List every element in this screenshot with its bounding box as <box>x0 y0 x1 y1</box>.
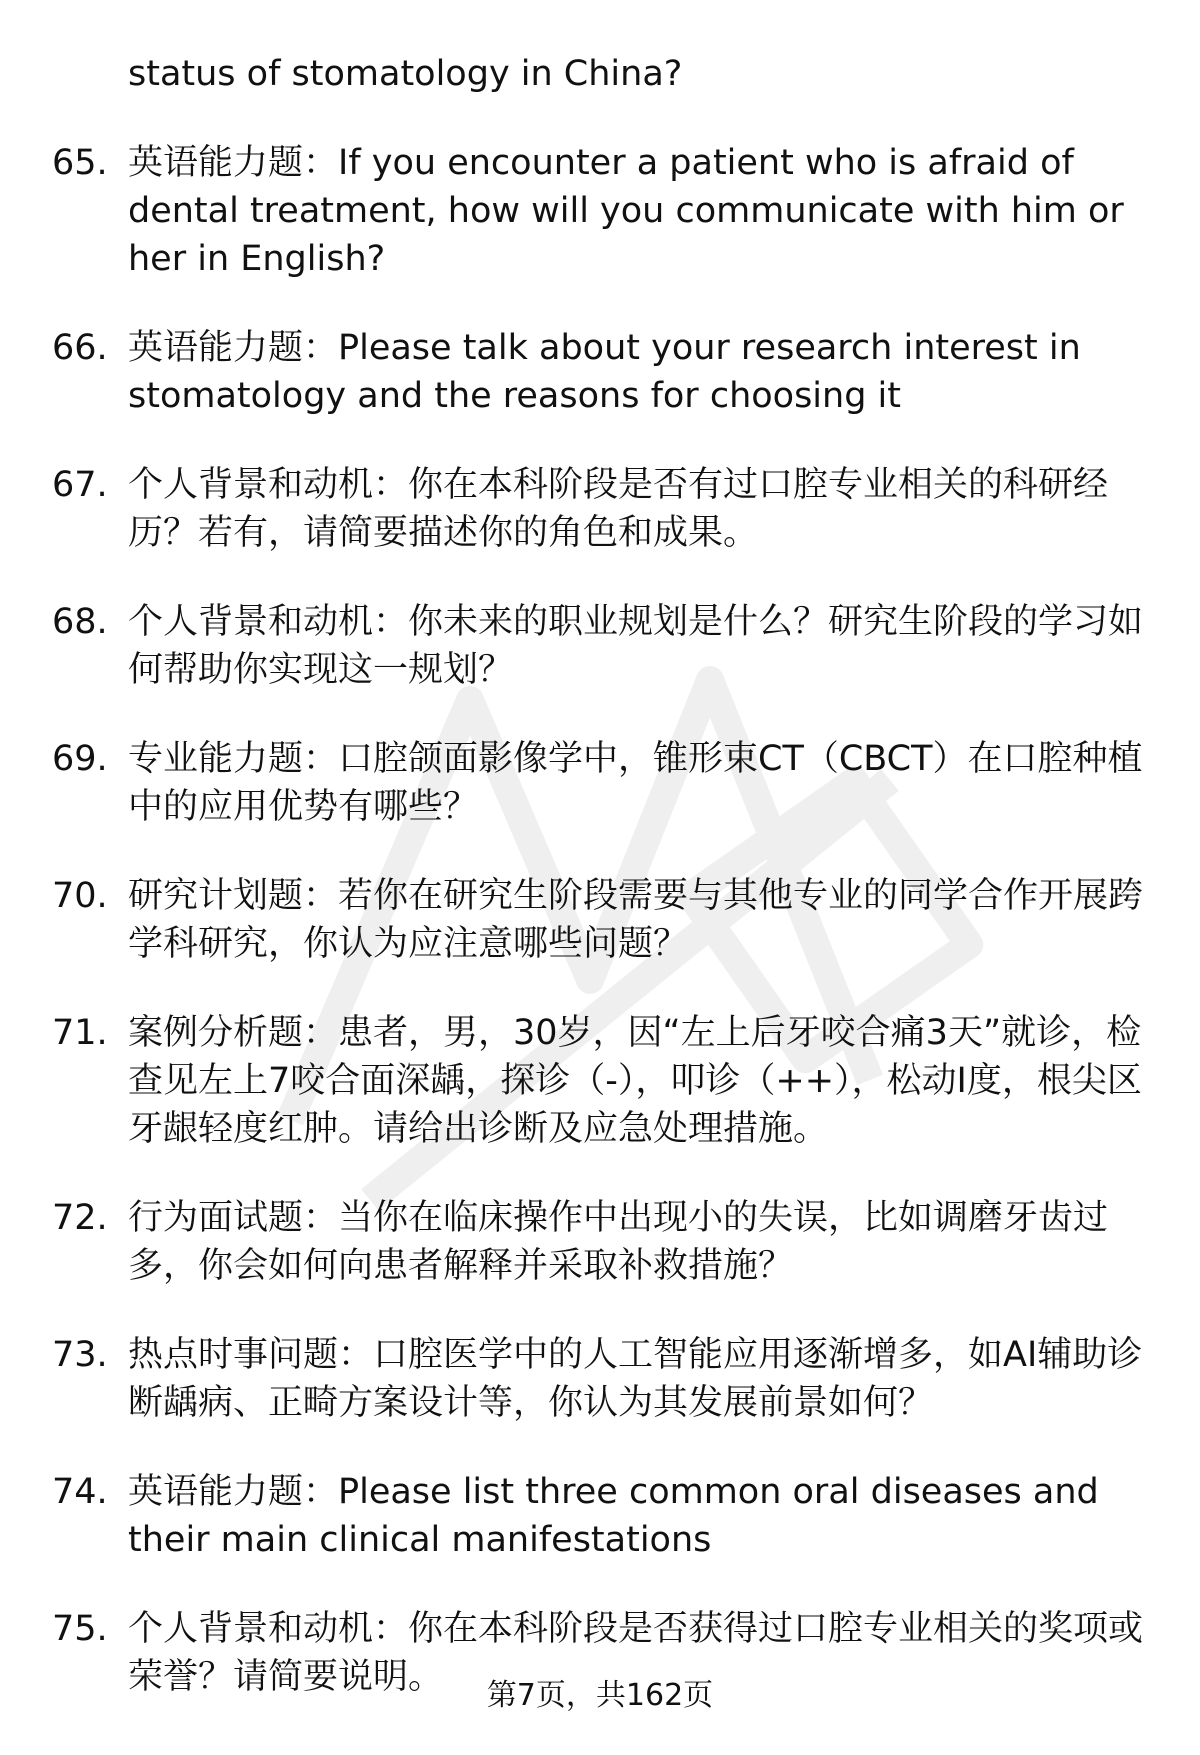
question-text: 英语能力题：If you encounter a patient who is afraid of dental treatment, how will you communicate with him or her in English? <box>128 143 1124 279</box>
question-item <box>0 1009 1200 1153</box>
question-text: 英语能力题：Please talk about your research interest in stomatology and the reasons for choosing it <box>128 328 1081 416</box>
question-item <box>0 735 1200 831</box>
question-list <box>0 139 1200 1701</box>
question-item <box>0 872 1200 968</box>
question-number: 69. <box>52 739 108 779</box>
question-item <box>0 1331 1200 1427</box>
question-item <box>0 461 1200 557</box>
question-number: 67. <box>52 465 108 505</box>
question-text: 行为面试题：当你在临床操作中出现小的失误，比如调磨牙齿过多，你会如何向患者解释并采取补救措施？ <box>128 1198 1109 1286</box>
question-text: 个人背景和动机：你在本科阶段是否获得过口腔专业相关的奖项或荣誉？请简要说明。 <box>128 1609 1144 1697</box>
question-text: 个人背景和动机：你未来的职业规划是什么？研究生阶段的学习如何帮助你实现这一规划？ <box>128 602 1144 690</box>
question-text: 热点时事问题：口腔医学中的人工智能应用逐渐增多，如AI辅助诊断龋病、正畸方案设计等，你认为其发展前景如何？ <box>128 1335 1143 1423</box>
question-text: 案例分析题：患者，男，30岁，因“左上后牙咬合痛3天”就诊，检查见左上7咬合面深龋，探诊（-），叩诊（++），松动Ⅰ度，根尖区牙龈轻度红肿。请给出诊断及应急处理措施。 <box>128 1013 1142 1149</box>
question-number: 65. <box>52 143 108 183</box>
question-item <box>0 139 1200 283</box>
question-number: 70. <box>52 876 108 916</box>
question-number: 72. <box>52 1198 108 1238</box>
page-indicator: 第7页，共162页 <box>486 1678 714 1713</box>
question-number: 71. <box>52 1013 108 1053</box>
question-number: 73. <box>52 1335 108 1375</box>
question-text: 英语能力题：Please list three common oral diseases and their main clinical manifestations <box>128 1472 1099 1560</box>
question-number: 74. <box>52 1472 108 1512</box>
question-text: 研究计划题：若你在研究生阶段需要与其他专业的同学合作开展跨学科研究，你认为应注意哪些问题？ <box>128 876 1144 964</box>
question-text: 专业能力题：口腔颌面影像学中，锥形束CT（CBCT）在口腔种植中的应用优势有哪些？ <box>128 739 1143 827</box>
question-item <box>0 1194 1200 1290</box>
question-item <box>0 324 1200 420</box>
question-item <box>0 1468 1200 1564</box>
question-number: 66. <box>52 328 108 368</box>
continuation-text: status of stomatology in China? <box>128 54 683 94</box>
question-number: 68. <box>52 602 108 642</box>
question-text: 个人背景和动机：你在本科阶段是否有过口腔专业相关的科研经历？若有，请简要描述你的角色和成果。 <box>128 465 1109 553</box>
question-number: 75. <box>52 1609 108 1649</box>
question-item <box>0 598 1200 694</box>
